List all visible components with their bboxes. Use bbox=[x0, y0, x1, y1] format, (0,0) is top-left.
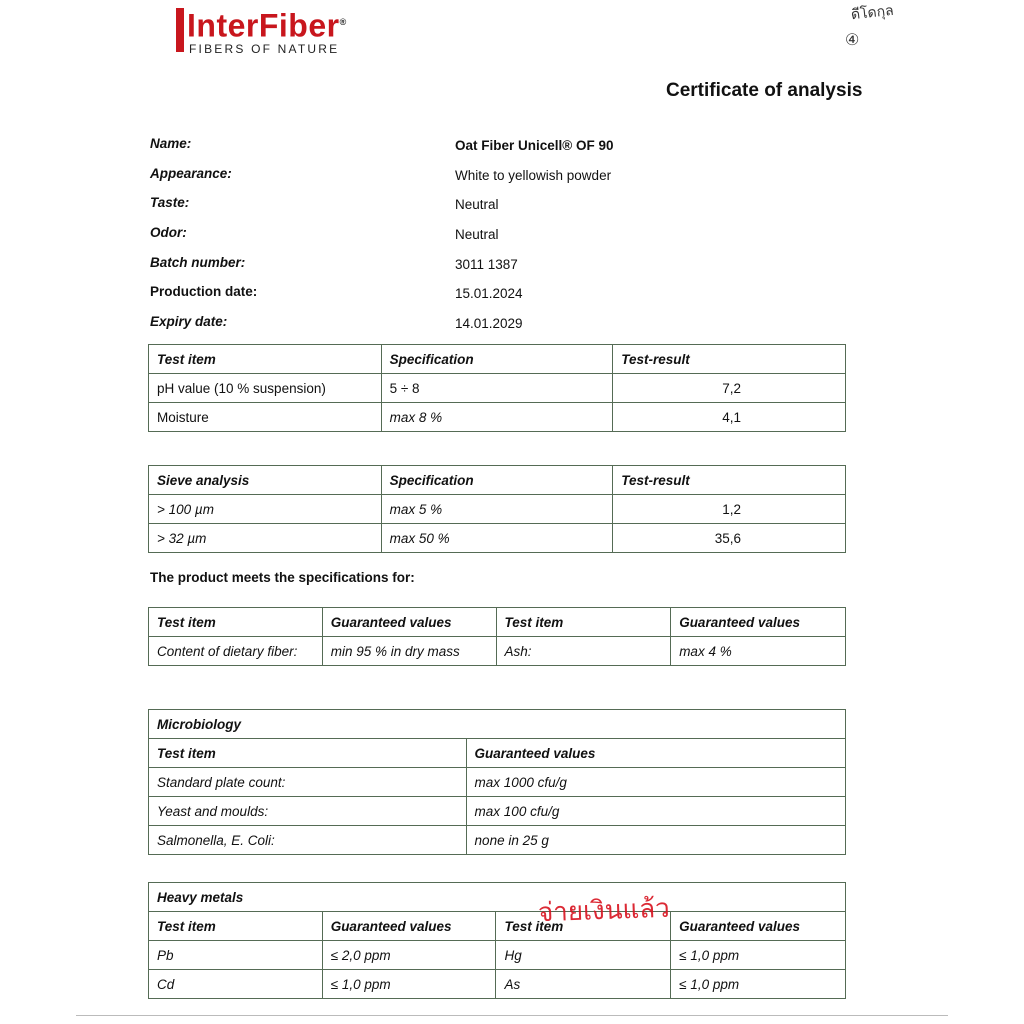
table-cell: max 5 % bbox=[381, 495, 613, 524]
table-cell: max 100 cfu/g bbox=[466, 797, 845, 826]
table-cell: Moisture bbox=[149, 403, 382, 432]
product-info bbox=[150, 132, 710, 340]
header-cell: Specification bbox=[381, 466, 613, 495]
info-value: White to yellowish powder bbox=[455, 167, 612, 183]
table-cell: max 1000 cfu/g bbox=[466, 768, 845, 797]
header-cell: Guaranteed values bbox=[671, 912, 846, 941]
test-results-table bbox=[148, 344, 846, 432]
table-cell: min 95 % in dry mass bbox=[322, 637, 496, 666]
table-cell: max 4 % bbox=[671, 637, 846, 666]
info-row-appearance bbox=[150, 162, 710, 192]
document-title: Certificate of analysis bbox=[666, 80, 863, 101]
info-value: Neutral bbox=[455, 227, 499, 243]
info-row-batch bbox=[150, 251, 710, 281]
header-cell: Test item bbox=[149, 739, 467, 768]
info-label: Appearance: bbox=[150, 165, 232, 181]
info-label: Batch number: bbox=[150, 254, 246, 270]
table-header-row bbox=[149, 345, 846, 374]
microbiology-table bbox=[148, 709, 846, 855]
info-label: Production date: bbox=[150, 284, 258, 300]
table-cell: 4,1 bbox=[613, 403, 846, 432]
table-row bbox=[149, 524, 846, 553]
table-cell: 5 ÷ 8 bbox=[381, 374, 613, 403]
header-cell: Test item bbox=[496, 912, 671, 941]
header-cell: Sieve analysis bbox=[149, 466, 382, 495]
info-row-name bbox=[150, 132, 710, 162]
table-header-row bbox=[149, 466, 846, 495]
table-cell: pH value (10 % suspension) bbox=[149, 374, 382, 403]
table-row bbox=[149, 374, 846, 403]
table-header-row bbox=[149, 608, 846, 637]
header-cell: Guaranteed values bbox=[322, 912, 496, 941]
table-cell: ≤ 1,0 ppm bbox=[671, 970, 846, 999]
header-cell: Guaranteed values bbox=[671, 608, 846, 637]
table-row bbox=[149, 797, 846, 826]
header-cell: Test item bbox=[149, 912, 323, 941]
info-value: 15.01.2024 bbox=[455, 286, 523, 302]
logo-tagline: FIBERS OF NATURE bbox=[189, 42, 340, 56]
table-row bbox=[149, 403, 846, 432]
table-cell: Ash: bbox=[496, 637, 671, 666]
handwritten-note: ดีโดกุล bbox=[850, 2, 895, 24]
table-title-row bbox=[149, 883, 846, 912]
info-label: Expiry date: bbox=[150, 314, 228, 330]
table-cell: max 50 % bbox=[381, 524, 613, 553]
table-cell: ≤ 1,0 ppm bbox=[671, 941, 846, 970]
table-cell: Salmonella, E. Coli: bbox=[149, 826, 467, 855]
info-label: Name: bbox=[150, 136, 192, 151]
header-cell: Test item bbox=[149, 345, 382, 374]
info-row-expiry-date bbox=[150, 310, 710, 340]
info-value: 3011 1387 bbox=[455, 256, 518, 272]
sieve-analysis-table bbox=[148, 465, 846, 553]
table-cell: max 8 % bbox=[381, 403, 613, 432]
guaranteed-values-table bbox=[148, 607, 846, 666]
table-cell: > 100 µm bbox=[149, 495, 382, 524]
table-header-row bbox=[149, 739, 846, 768]
table-row bbox=[149, 637, 846, 666]
spec-note: The product meets the specifications for: bbox=[150, 570, 415, 585]
table-cell: Standard plate count: bbox=[149, 768, 467, 797]
logo-word: InterFiber® bbox=[187, 7, 347, 44]
table-cell: Hg bbox=[496, 941, 671, 970]
table-cell: Pb bbox=[149, 941, 323, 970]
page-edge-line bbox=[76, 1015, 948, 1016]
table-title: Heavy metals bbox=[149, 883, 846, 912]
table-row bbox=[149, 768, 846, 797]
info-row-odor bbox=[150, 221, 710, 251]
heavy-metals-table bbox=[148, 882, 846, 999]
table-cell: 1,2 bbox=[613, 495, 846, 524]
header-cell: Guaranteed values bbox=[322, 608, 496, 637]
header-cell: Guaranteed values bbox=[466, 739, 845, 768]
info-value: 14.01.2029 bbox=[455, 316, 523, 332]
info-label: Taste: bbox=[150, 195, 190, 211]
header-cell: Test item bbox=[149, 608, 323, 637]
handwritten-number: ④ bbox=[845, 30, 860, 49]
table-cell: ≤ 1,0 ppm bbox=[322, 970, 496, 999]
info-value: Neutral bbox=[455, 197, 499, 213]
header-cell: Test-result bbox=[613, 466, 846, 495]
table-cell: 7,2 bbox=[613, 374, 846, 403]
header-cell: Test-result bbox=[613, 345, 846, 374]
table-cell: ≤ 2,0 ppm bbox=[322, 941, 496, 970]
table-title: Microbiology bbox=[149, 710, 846, 739]
company-logo bbox=[176, 6, 346, 54]
info-row-taste bbox=[150, 191, 710, 221]
header-cell: Test item bbox=[496, 608, 671, 637]
table-header-row bbox=[149, 912, 846, 941]
table-row bbox=[149, 495, 846, 524]
info-row-production-date bbox=[150, 280, 710, 310]
table-row bbox=[149, 941, 846, 970]
logo-red-bar bbox=[176, 8, 184, 52]
table-cell: none in 25 g bbox=[466, 826, 845, 855]
paid-stamp: จ่ายเงินแล้ว bbox=[537, 893, 671, 929]
table-cell: As bbox=[496, 970, 671, 999]
info-label: Odor: bbox=[150, 225, 187, 241]
table-row bbox=[149, 826, 846, 855]
header-cell: Specification bbox=[381, 345, 613, 374]
table-cell: > 32 µm bbox=[149, 524, 382, 553]
table-title-row bbox=[149, 710, 846, 739]
table-cell: Cd bbox=[149, 970, 323, 999]
table-cell: Yeast and moulds: bbox=[149, 797, 467, 826]
table-cell: Content of dietary fiber: bbox=[149, 637, 323, 666]
info-value: Oat Fiber Unicell® OF 90 bbox=[455, 138, 614, 153]
table-row bbox=[149, 970, 846, 999]
table-cell: 35,6 bbox=[613, 524, 846, 553]
